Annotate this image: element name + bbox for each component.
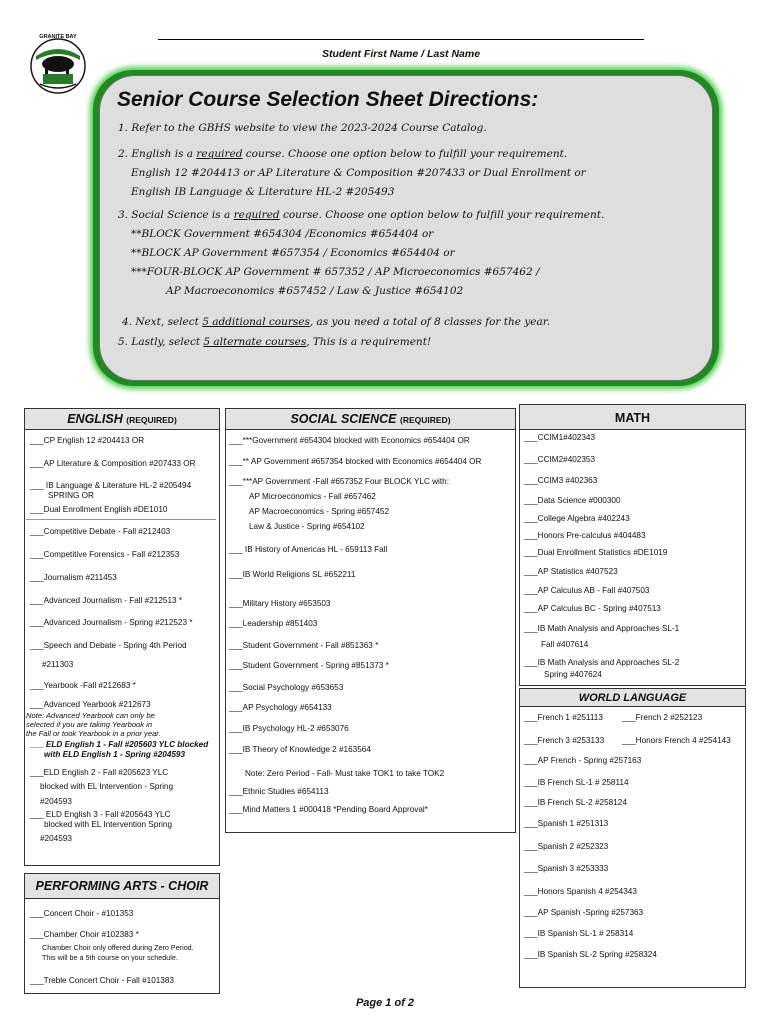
english-item-cont: #204593 (40, 797, 72, 806)
english-item[interactable]: ___Yearbook -Fall #212683 * (30, 681, 136, 690)
tok-note: Note: Zero Period - Fall- Must take TOK1 to take TOK2 (245, 769, 445, 778)
direction-3-line-3: **BLOCK AP Government #657354 / Economics #654404 or (131, 247, 455, 259)
math-item[interactable]: ___CCIM1#402343 (524, 433, 596, 442)
social-item[interactable]: ___Ethnic Studies #654113 (229, 787, 329, 796)
english-item[interactable]: ___Speech and Debate - Spring 4th Period (30, 641, 187, 650)
english-item-cont: blocked with EL Intervention - Spring (40, 782, 174, 791)
social-item-cont: AP Microeconomics - Fall #657462 (249, 492, 376, 501)
social-item[interactable]: ___Social Psychology #653653 (229, 683, 344, 692)
world-item[interactable]: ___Spanish 1 #251313 (524, 819, 609, 828)
choir-header: PERFORMING ARTS - CHOIR (24, 873, 220, 899)
math-item-cont: Fall #407614 (541, 640, 589, 649)
world-item[interactable]: ___Honors Spanish 4 #254343 (524, 887, 637, 896)
math-item[interactable]: ___AP Statistics #407523 (524, 567, 618, 576)
english-item-cont: #211303 (42, 660, 74, 669)
direction-1: 1. Refer to the GBHS website to view the 2023-2024 Course Catalog. (118, 122, 487, 134)
world-item[interactable]: ___IB French SL-1 # 258114 (524, 778, 629, 787)
yearbook-note: Note: Advanced Yearbook can only be (26, 711, 155, 720)
social-item[interactable]: ___Leadership #851403 (229, 619, 318, 628)
math-item[interactable]: ___AP Calculus AB - Fall #407503 (524, 586, 650, 595)
choir-note: Chamber Choir only offered during Zero Period. (42, 943, 194, 952)
social-item[interactable]: ___IB Theory of Knowledge 2 #163564 (229, 745, 371, 754)
social-item-cont: Law & Justice - Spring #654102 (249, 522, 365, 531)
direction-2: 2. English is a required course. Choose one option below to fulfill your requirement. (118, 148, 568, 160)
choir-note: This will be a 5th course on your schedule. (42, 953, 178, 962)
logo-text: GRANITE BAY (39, 34, 77, 40)
choir-item[interactable]: ___Treble Concert Choir - Fall #101383 (30, 976, 174, 985)
direction-4: 4. Next, select 5 additional courses, as you need a total of 8 classes for the year. (122, 316, 550, 328)
world-item[interactable]: ___French 2 #252123 (622, 713, 703, 722)
direction-2-line-3: English IB Language & Literature HL-2 #205493 (131, 186, 395, 198)
english-item[interactable]: ___Dual Enrollment English #DE1010 (30, 505, 168, 514)
page-number: Page 1 of 2 (355, 997, 415, 1009)
math-item[interactable]: ___CCIM2#402353 (524, 455, 596, 464)
english-item[interactable]: ___AP Literature & Composition #207433 OR (30, 459, 196, 468)
world-item[interactable]: ___AP Spanish -Spring #257363 (524, 908, 644, 917)
math-item[interactable]: ___IB Math Analysis and Approaches SL-1 (524, 624, 680, 633)
direction-3-line-2: **BLOCK Government #654304 /Economics #654404 or (131, 228, 434, 240)
social-item[interactable]: ___***Government #654304 blocked with Economics #654404 OR (229, 436, 470, 445)
choir-item[interactable]: ___Chamber Choir #102383 * (30, 930, 139, 939)
math-item[interactable]: ___CCIM3 #402363 (524, 476, 598, 485)
math-item[interactable]: ___Data Science #000300 (524, 496, 621, 505)
english-item-cont: blocked with EL Intervention Spring (44, 820, 173, 829)
social-item[interactable]: ___Mind Matters 1 #000418 *Pending Board Approval* (229, 805, 428, 814)
social-item[interactable]: ___Student Government - Spring #851373 * (229, 661, 389, 670)
english-item[interactable]: ___Competitive Forensics - Fall #212353 (30, 550, 180, 559)
world-item[interactable]: ___French 1 #251113 (524, 713, 603, 722)
social-item[interactable]: ___Student Government - Fall #851363 * (229, 641, 379, 650)
english-item[interactable]: ___Journalism #211453 (30, 573, 117, 582)
english-item[interactable]: ___ELD English 2 - Fall #205623 YLC (30, 768, 169, 777)
direction-5: 5. Lastly, select 5 alternate courses, This is a requirement! (118, 336, 432, 348)
social-item[interactable]: ___IB World Religions SL #652211 (229, 570, 356, 579)
social-item[interactable]: ___IB Psychology HL-2 #653076 (229, 724, 349, 733)
math-item-cont: Spring #407624 (544, 670, 602, 679)
world-item[interactable]: ___IB Spanish SL-2 Spring #258324 (524, 950, 657, 959)
world-item[interactable]: ___IB French SL-2 #258124 (524, 798, 627, 807)
english-item[interactable]: ___ ELD English 1 - Fall #205603 YLC blocked (30, 740, 209, 749)
social-item[interactable]: ___***AP Government -Fall #657352 Four BLOCK YLC with: (229, 477, 449, 486)
english-item[interactable]: ___Competitive Debate - Fall #212403 (30, 527, 171, 536)
social-item[interactable]: ___** AP Government #657354 blocked with Economics #654404 OR (229, 457, 482, 466)
world-item[interactable]: ___AP French - Spring #257163 (524, 756, 642, 765)
social-science-header: SOCIAL SCIENCE (REQUIRED) (225, 408, 516, 430)
english-item[interactable]: ___Advanced Yearbook #212673 (30, 700, 151, 709)
english-item[interactable]: ___ ELD English 3 - Fall #205643 YLC (30, 810, 171, 819)
english-item-cont: with ELD English 1 - Spring #204593 (44, 750, 186, 759)
choir-item[interactable]: ___Concert Choir - #101353 (30, 909, 134, 918)
math-item[interactable]: ___Dual Enrollment Statistics #DE1019 (524, 548, 668, 557)
yearbook-note: selected if you are taking Yearbook in (26, 720, 153, 729)
direction-3: 3. Social Science is a required course. Choose one option below to fulfill your requirement. (118, 209, 605, 221)
social-item[interactable]: ___ IB History of Americas HL - 659113 Fall (229, 545, 388, 554)
divider (26, 519, 216, 520)
student-name-line[interactable] (158, 39, 644, 40)
social-item-cont: AP Macroeconomics - Spring #657452 (249, 507, 390, 516)
social-item[interactable]: ___Military History #653503 (229, 599, 331, 608)
math-item[interactable]: ___Honors Pre-calculus #404483 (524, 531, 646, 540)
english-item[interactable]: ___Advanced Journalism - Spring #212523 * (30, 618, 193, 627)
world-item[interactable]: ___French 3 #253133 (524, 736, 605, 745)
direction-3-line-4: ***FOUR-BLOCK AP Government # 657352 / AP Microeconomics #657462 / (131, 266, 540, 278)
math-item[interactable]: ___AP Calculus BC - Spring #407513 (524, 604, 661, 613)
world-item[interactable]: ___IB Spanish SL-1 # 258314 (524, 929, 634, 938)
math-header: MATH (519, 404, 746, 430)
direction-3-line-5: AP Macroeconomics #657452 / Law & Justice #654102 (166, 285, 464, 297)
social-item[interactable]: ___AP Psychology #654133 (229, 703, 332, 712)
english-item[interactable]: ___Advanced Journalism - Fall #212513 * (30, 596, 183, 605)
world-item[interactable]: ___Spanish 3 #253333 (524, 864, 609, 873)
english-item[interactable]: ___CP English 12 #204413 OR (30, 436, 145, 445)
english-header: ENGLISH (REQUIRED) (24, 408, 220, 430)
world-language-header: WORLD LANGUAGE (519, 688, 746, 707)
student-name-label: Student First Name / Last Name (321, 48, 481, 60)
direction-2-line-2: English 12 #204413 or AP Literature & Composition #207433 or Dual Enrollment or (131, 167, 586, 179)
yearbook-note: the Fall or took Yearbook in a prior year. (26, 729, 161, 738)
world-item[interactable]: ___Spanish 2 #252323 (524, 842, 609, 851)
english-item[interactable]: ___ IB Language & Literature HL-2 #205494 (30, 481, 192, 490)
english-item-cont: SPRING OR (48, 491, 94, 500)
school-logo (28, 34, 88, 96)
english-item-cont: #204593 (40, 834, 72, 843)
world-item[interactable]: ___Honors French 4 #254143 (622, 736, 731, 745)
math-item[interactable]: ___IB Math Analysis and Approaches SL-2 (524, 658, 680, 667)
math-item[interactable]: ___College Algebra #402243 (524, 514, 630, 523)
directions-title: Senior Course Selection Sheet Directions: (117, 88, 539, 111)
